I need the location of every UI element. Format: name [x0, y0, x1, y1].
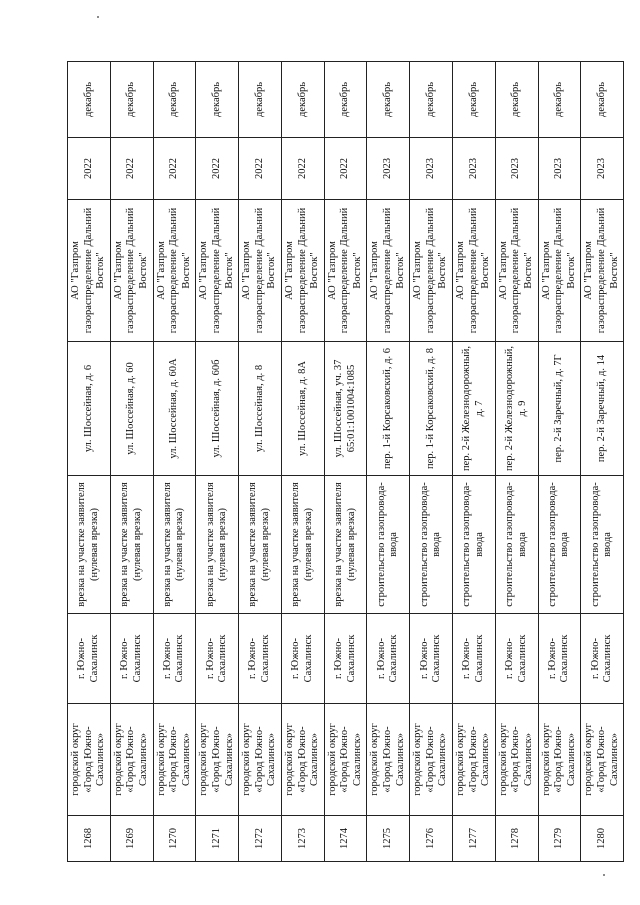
organization-cell: АО "Газпром газораспределение Дальний Восток" [367, 200, 410, 342]
address-cell: пер. 2-й Железнодорожный, д. 9 [495, 342, 538, 476]
locality-cell: г. Южно-Сахалинск [110, 614, 153, 704]
table-row [324, 62, 367, 862]
address-cell: ул. Шоссейная, д. 60б [196, 342, 239, 476]
locality-cell: г. Южно-Сахалинск [495, 614, 538, 704]
locality-cell: г. Южно-Сахалинск [68, 614, 111, 704]
work-type-cell: врезка на участке заявителя (нулевая врезка) [153, 476, 196, 614]
work-type-cell: врезка на участке заявителя (нулевая врезка) [196, 476, 239, 614]
scan-speck [603, 874, 605, 876]
month-cell: декабрь [110, 62, 153, 138]
locality-cell: г. Южно-Сахалинск [153, 614, 196, 704]
gasification-schedule-table [67, 61, 624, 862]
year-cell: 2023 [453, 138, 496, 200]
address-cell: пер. 2-й Заречный, д. 14 [581, 342, 624, 476]
row-number: 1269 [110, 816, 153, 862]
row-number: 1280 [581, 816, 624, 862]
month-cell: декабрь [153, 62, 196, 138]
year-cell: 2022 [68, 138, 111, 200]
table-row [281, 62, 324, 862]
address-cell: пер. 2-й Заречный, д. 7Г [538, 342, 581, 476]
row-number: 1278 [495, 816, 538, 862]
locality-cell: г. Южно-Сахалинск [453, 614, 496, 704]
work-type-cell: врезка на участке заявителя (нулевая врезка) [68, 476, 111, 614]
year-cell: 2022 [110, 138, 153, 200]
organization-cell: АО "Газпром газораспределение Дальний Восток" [495, 200, 538, 342]
year-cell: 2022 [324, 138, 367, 200]
address-cell: ул. Шоссейная, д. 6 [68, 342, 111, 476]
month-cell: декабрь [324, 62, 367, 138]
address-cell: ул. Шоссейная, д. 8А [281, 342, 324, 476]
municipality-cell: городской округ «Город Южно-Сахалинск» [410, 704, 453, 816]
locality-cell: г. Южно-Сахалинск [538, 614, 581, 704]
table-row [581, 62, 624, 862]
locality-cell: г. Южно-Сахалинск [581, 614, 624, 704]
year-cell: 2022 [196, 138, 239, 200]
table-row [68, 62, 111, 862]
work-type-cell: строительство газопровода-ввода [367, 476, 410, 614]
address-cell: ул. Шоссейная, д. 60 [110, 342, 153, 476]
municipality-cell: городской округ «Город Южно-Сахалинск» [110, 704, 153, 816]
table-row [196, 62, 239, 862]
row-number: 1271 [196, 816, 239, 862]
month-cell: декабрь [196, 62, 239, 138]
row-number: 1273 [281, 816, 324, 862]
row-number: 1277 [453, 816, 496, 862]
month-cell: декабрь [538, 62, 581, 138]
row-number: 1270 [153, 816, 196, 862]
row-number: 1274 [324, 816, 367, 862]
work-type-cell: врезка на участке заявителя (нулевая врезка) [110, 476, 153, 614]
month-cell: декабрь [410, 62, 453, 138]
table-row [495, 62, 538, 862]
organization-cell: АО "Газпром газораспределение Дальний Восток" [196, 200, 239, 342]
table-row [110, 62, 153, 862]
work-type-cell: строительство газопровода-ввода [538, 476, 581, 614]
locality-cell: г. Южно-Сахалинск [367, 614, 410, 704]
table-row [239, 62, 282, 862]
municipality-cell: городской округ «Город Южно-Сахалинск» [68, 704, 111, 816]
municipality-cell: городской округ «Город Южно-Сахалинск» [239, 704, 282, 816]
address-cell: пер. 1-й Корсаковский, д. 6 [367, 342, 410, 476]
locality-cell: г. Южно-Сахалинск [196, 614, 239, 704]
locality-cell: г. Южно-Сахалинск [239, 614, 282, 704]
year-cell: 2023 [367, 138, 410, 200]
table-row [153, 62, 196, 862]
locality-cell: г. Южно-Сахалинск [281, 614, 324, 704]
table-row [410, 62, 453, 862]
municipality-cell: городской округ «Город Южно-Сахалинск» [196, 704, 239, 816]
municipality-cell: городской округ «Город Южно-Сахалинск» [453, 704, 496, 816]
table-row [453, 62, 496, 862]
municipality-cell: городской округ «Город Южно-Сахалинск» [281, 704, 324, 816]
municipality-cell: городской округ «Город Южно-Сахалинск» [153, 704, 196, 816]
municipality-cell: городской округ «Город Южно-Сахалинск» [324, 704, 367, 816]
work-type-cell: строительство газопровода-ввода [495, 476, 538, 614]
organization-cell: АО "Газпром газораспределение Дальний Восток" [581, 200, 624, 342]
organization-cell: АО "Газпром газораспределение Дальний Восток" [453, 200, 496, 342]
year-cell: 2023 [538, 138, 581, 200]
month-cell: декабрь [581, 62, 624, 138]
row-number: 1272 [239, 816, 282, 862]
work-type-cell: врезка на участке заявителя (нулевая врезка) [281, 476, 324, 614]
row-number: 1275 [367, 816, 410, 862]
work-type-cell: строительство газопровода-ввода [410, 476, 453, 614]
organization-cell: АО "Газпром газораспределение Дальний Восток" [239, 200, 282, 342]
address-cell: ул. Шоссейная, уч. 37 65:01:1001004:1085 [324, 342, 367, 476]
row-number: 1268 [68, 816, 111, 862]
locality-cell: г. Южно-Сахалинск [410, 614, 453, 704]
year-cell: 2023 [495, 138, 538, 200]
address-cell: ул. Шоссейная, д. 60А [153, 342, 196, 476]
year-cell: 2022 [281, 138, 324, 200]
address-cell: пер. 2-й Железнодорожный, д. 7 [453, 342, 496, 476]
year-cell: 2022 [239, 138, 282, 200]
month-cell: декабрь [68, 62, 111, 138]
table-body [68, 62, 624, 862]
organization-cell: АО "Газпром газораспределение Дальний Восток" [110, 200, 153, 342]
municipality-cell: городской округ «Город Южно-Сахалинск» [495, 704, 538, 816]
month-cell: декабрь [239, 62, 282, 138]
organization-cell: АО "Газпром газораспределение Дальний Восток" [153, 200, 196, 342]
municipality-cell: городской округ «Город Южно-Сахалинск» [581, 704, 624, 816]
organization-cell: АО "Газпром газораспределение Дальний Восток" [410, 200, 453, 342]
rotated-document [67, 62, 620, 862]
organization-cell: АО "Газпром газораспределение Дальний Восток" [324, 200, 367, 342]
month-cell: декабрь [495, 62, 538, 138]
work-type-cell: врезка на участке заявителя (нулевая врезка) [324, 476, 367, 614]
month-cell: декабрь [453, 62, 496, 138]
table-row [367, 62, 410, 862]
address-cell: ул. Шоссейная, д. 8 [239, 342, 282, 476]
year-cell: 2023 [410, 138, 453, 200]
municipality-cell: городской округ «Город Южно-Сахалинск» [538, 704, 581, 816]
work-type-cell: строительство газопровода-ввода [453, 476, 496, 614]
address-cell: пер. 1-й Корсаковский, д. 8 [410, 342, 453, 476]
organization-cell: АО "Газпром газораспределение Дальний Восток" [538, 200, 581, 342]
year-cell: 2022 [153, 138, 196, 200]
row-number: 1276 [410, 816, 453, 862]
municipality-cell: городской округ «Город Южно-Сахалинск» [367, 704, 410, 816]
organization-cell: АО "Газпром газораспределение Дальний Восток" [281, 200, 324, 342]
organization-cell: АО "Газпром газораспределение Дальний Восток" [68, 200, 111, 342]
scan-speck [97, 16, 99, 18]
month-cell: декабрь [367, 62, 410, 138]
locality-cell: г. Южно-Сахалинск [324, 614, 367, 704]
year-cell: 2023 [581, 138, 624, 200]
month-cell: декабрь [281, 62, 324, 138]
row-number: 1279 [538, 816, 581, 862]
work-type-cell: врезка на участке заявителя (нулевая врезка) [239, 476, 282, 614]
work-type-cell: строительство газопровода-ввода [581, 476, 624, 614]
table-row [538, 62, 581, 862]
